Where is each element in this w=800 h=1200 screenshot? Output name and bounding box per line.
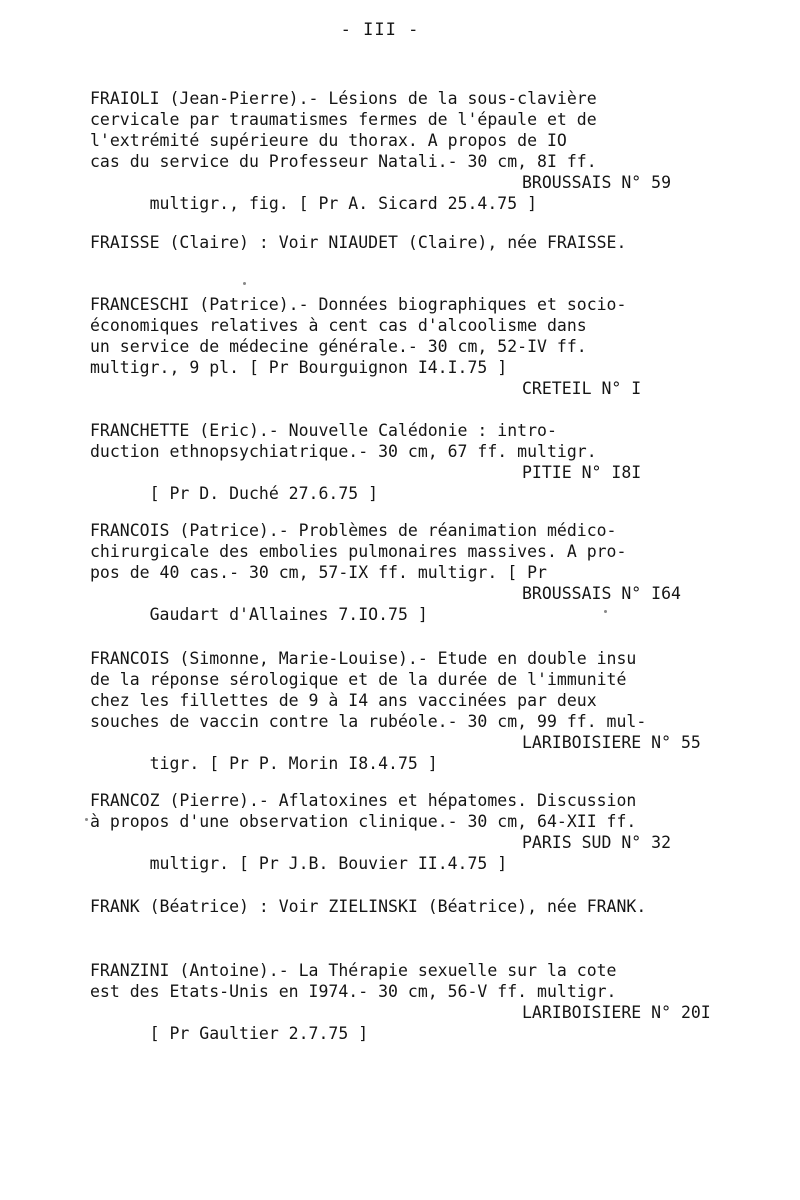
entry-line: FRAISSE (Claire) : Voir NIAUDET (Claire), née FRAISSE. bbox=[90, 233, 627, 252]
entry-line bbox=[90, 832, 710, 873]
entry-line-text: tigr. [ Pr P. Morin I8.4.75 ] bbox=[149, 754, 438, 773]
entry-line bbox=[90, 378, 710, 399]
bibliography-entry bbox=[90, 960, 711, 1043]
entry-line: un service de médecine générale.- 30 cm, 52-IV ff. bbox=[90, 337, 587, 356]
entry-line bbox=[90, 732, 710, 773]
entry-line: souches de vaccin contre la rubéole.- 30 cm, 99 ff. mul- bbox=[90, 712, 647, 731]
entry-line bbox=[90, 583, 710, 624]
entry-location: PARIS SUD N° 32 bbox=[522, 833, 672, 852]
entry-line bbox=[90, 462, 710, 503]
entry-line-text: multigr., fig. [ Pr A. Sicard 25.4.75 ] bbox=[149, 194, 538, 213]
entry-line: FRANCOIS (Patrice).- Problèmes de réanimation médico- bbox=[90, 521, 617, 540]
entry-line: FRANCESCHI (Patrice).- Données biographiques et socio- bbox=[90, 295, 627, 314]
entry-location: BROUSSAIS N° 59 bbox=[522, 173, 672, 192]
entry-line-text: [ Pr Gaultier 2.7.75 ] bbox=[149, 1024, 369, 1043]
entry-line: FRANCOZ (Pierre).- Aflatoxines et hépatomes. Discussion bbox=[90, 791, 637, 810]
scan-speck bbox=[243, 282, 246, 285]
entry-line: cas du service du Professeur Natali.- 30 cm, 8I ff. bbox=[90, 152, 597, 171]
bibliography-entry bbox=[90, 232, 710, 253]
bibliography-entry bbox=[90, 420, 710, 503]
entry-location: BROUSSAIS N° I64 bbox=[522, 584, 681, 603]
entry-line: duction ethnopsychiatrique.- 30 cm, 67 ff. multigr. bbox=[90, 442, 597, 461]
scan-speck bbox=[85, 818, 88, 821]
entry-line: chez les fillettes de 9 à I4 ans vaccinées par deux bbox=[90, 691, 597, 710]
entry-location: LARIBOISIERE N° 20I bbox=[522, 1003, 711, 1022]
entry-line: économiques relatives à cent cas d'alcoolisme dans bbox=[90, 316, 587, 335]
entry-line: cervicale par traumatismes fermes de l'épaule et de bbox=[90, 110, 597, 129]
entry-line-text: multigr. [ Pr J.B. Bouvier II.4.75 ] bbox=[149, 854, 508, 873]
entry-line: FRANK (Béatrice) : Voir ZIELINSKI (Béatrice), née FRANK. bbox=[90, 897, 647, 916]
bibliography-entry bbox=[90, 648, 710, 773]
entry-line: FRANCHETTE (Eric).- Nouvelle Calédonie : intro- bbox=[90, 421, 557, 440]
entry-line: de la réponse sérologique et de la durée de l'immunité bbox=[90, 670, 627, 689]
entry-line bbox=[90, 172, 710, 213]
entry-line: est des Etats-Unis en I974.- 30 cm, 56-V ff. multigr. bbox=[90, 982, 617, 1001]
entry-line-text: [ Pr D. Duché 27.6.75 ] bbox=[149, 484, 379, 503]
entry-line-text: Gaudart d'Allaines 7.IO.75 ] bbox=[149, 605, 428, 624]
entry-line: à propos d'une observation clinique.- 30 cm, 64-XII ff. bbox=[90, 812, 637, 831]
entry-line: FRANZINI (Antoine).- La Thérapie sexuelle sur la cote bbox=[90, 961, 617, 980]
scan-speck bbox=[604, 610, 607, 613]
bibliography-entry bbox=[90, 294, 710, 399]
bibliography-entry bbox=[90, 88, 710, 213]
entry-location: PITIE N° I8I bbox=[522, 463, 642, 482]
bibliography-entry bbox=[90, 790, 710, 873]
entry-line: l'extrémité supérieure du thorax. A propos de IO bbox=[90, 131, 567, 150]
bibliography-entry bbox=[90, 896, 710, 917]
entry-location: LARIBOISIERE N° 55 bbox=[522, 733, 701, 752]
entry-line: chirurgicale des embolies pulmonaires massives. A pro- bbox=[90, 542, 627, 561]
bibliography-entry bbox=[90, 520, 710, 624]
entry-line bbox=[90, 1002, 711, 1043]
page-number: - III - bbox=[340, 20, 420, 40]
entry-line: multigr., 9 pl. [ Pr Bourguignon I4.I.75 ] bbox=[90, 358, 508, 377]
entry-line: FRANCOIS (Simonne, Marie-Louise).- Etude en double insu bbox=[90, 649, 637, 668]
entry-location: CRETEIL N° I bbox=[522, 379, 642, 398]
entry-line: FRAIOLI (Jean-Pierre).- Lésions de la sous-clavière bbox=[90, 89, 597, 108]
entry-line: pos de 40 cas.- 30 cm, 57-IX ff. multigr. [ Pr bbox=[90, 563, 547, 582]
